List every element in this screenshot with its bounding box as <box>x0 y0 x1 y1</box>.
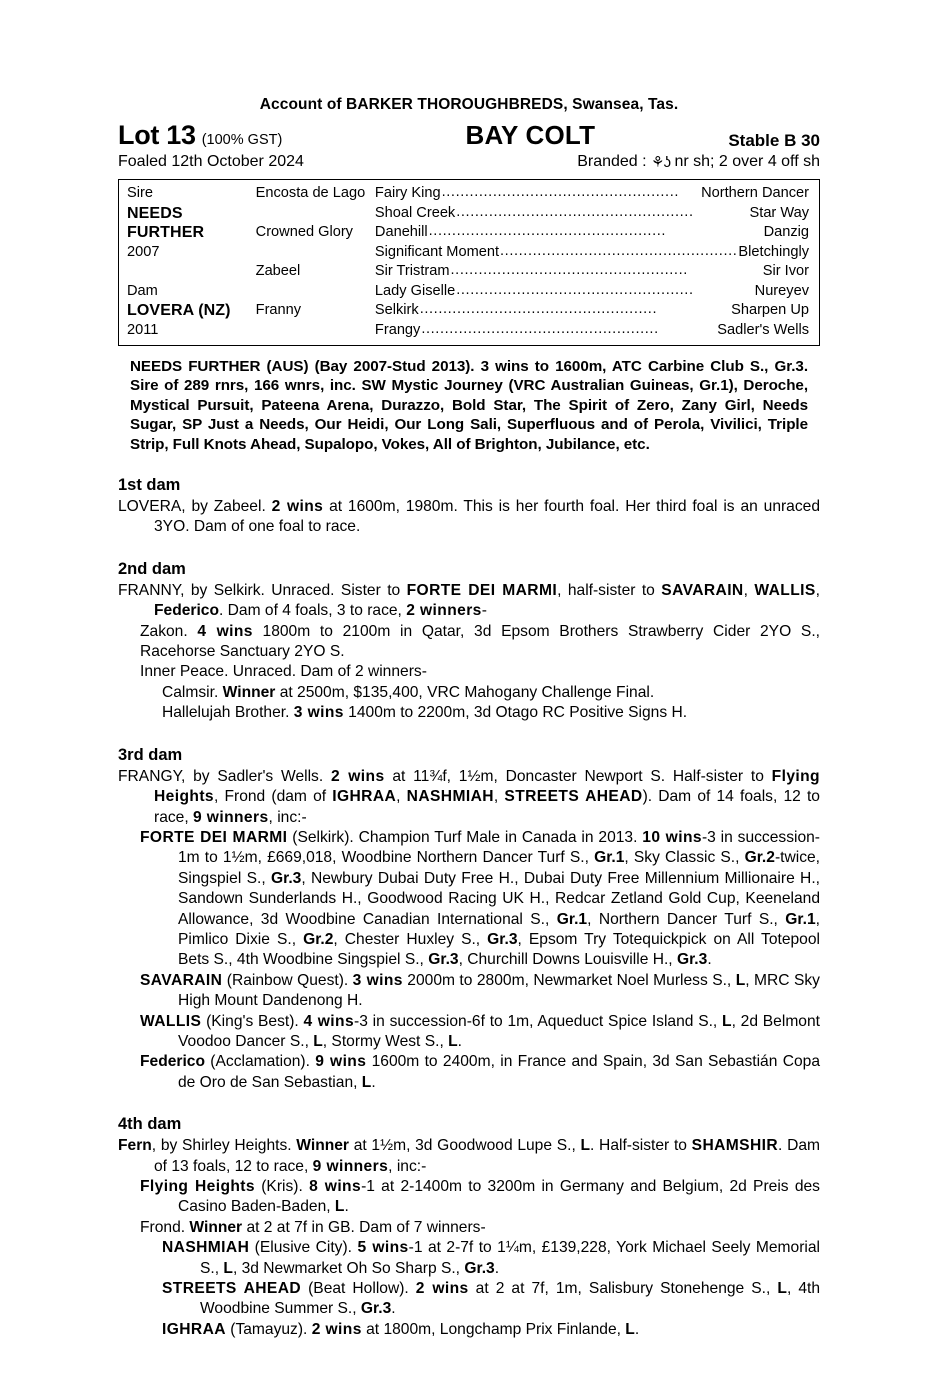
pedigree-table <box>118 179 820 346</box>
pedigree-paragraph: Federico (Acclamation). 9 wins 1600m to 2400m, in France and Spain, 3d San Sebastián Copa de Oro de San Sebastian, L. <box>140 1053 820 1091</box>
gen3-row <box>375 301 809 321</box>
pedigree-paragraph: Hallelujah Brother. 3 wins 1400m to 2200m, 3d Otago RC Positive Signs H. <box>162 704 688 722</box>
stable-number: Stable B 30 <box>728 131 820 150</box>
account-line: Account of BARKER THOROUGHBREDS, Swansea, Tas. <box>259 96 679 113</box>
gst-note: (100% GST) <box>201 132 283 148</box>
gen3-row <box>375 243 809 263</box>
gen3-left: Significant Moment <box>374 243 500 260</box>
lot-number: Lot 13 <box>118 120 196 150</box>
gen3-left: Sir Tristram <box>374 263 450 279</box>
pedigree-paragraph: IGHRAA (Tamayuz). 2 wins at 1800m, Longchamp Prix Finlande, L. <box>162 1320 640 1338</box>
pedigree-paragraph: STREETS AHEAD (Beat Hollow). 2 wins at 2 at 7f, 1m, Salisbury Stonehenge S., L, 4th Woodbine Summer S., Gr.3. <box>162 1280 820 1318</box>
gen3-right: Sadler's Wells <box>717 321 809 338</box>
gen3-left: Lady Giselle <box>374 282 456 299</box>
spacer <box>256 282 375 302</box>
gen3-row <box>375 321 809 341</box>
pedigree-paragraph: Flying Heights (Kris). 8 wins-1 at 2-1400m to 3200m in Germany and Belgium, 2d Preis des Casino Baden-Baden, L. <box>140 1178 820 1216</box>
dam-sections <box>118 476 820 1340</box>
pedigree-paragraph: NASHMIAH (Elusive City). 5 wins-1 at 2-7f to 1¼m, £139,228, York Michael Seely Memorial S., L, 3d Newmarket Oh So Sharp S., Gr.3. <box>162 1239 820 1277</box>
sire-dam: Crowned Glory <box>255 224 353 240</box>
pedigree-paragraph: Zakon. 4 wins 1800m to 2100m in Qatar, 3d Epsom Brothers Strawberry Cider 2YO S., Racehorse Sanctuary 2YO S. <box>140 622 820 661</box>
dot-leader: ................................................... <box>456 203 694 220</box>
brand-symbol-icon: ⚘ʖ <box>651 154 670 171</box>
dot-leader: ................................................... <box>428 223 667 239</box>
spacer <box>256 243 375 263</box>
sire-summary: NEEDS FURTHER (AUS) (Bay 2007-Stud 2013). 3 wins to 1600m, ATC Carbine Club S., Gr.3. Sire of 289 rnrs, 166 wnrs, inc. SW Mystic Journey (VRC Australian Guineas, Gr.1), Deroche, Mystical Pursuit, Pateena Arena, Durazzo, Bold Star, The Spirit of Zero, Zany Girl, Needs Sugar, SP Just a Needs, Our Heidi, Our Long Sali, Superfluous and of Perola, Vivilici, Triple Strip, Full Knots Ahead, Supalopo, Vokes, All of Brighton, Jubilance, etc. <box>130 358 808 453</box>
spacer <box>256 204 375 224</box>
pedigree-col-1 <box>119 184 256 340</box>
pedigree-paragraph: Inner Peace. Unraced. Dam of 2 winners- <box>140 663 427 681</box>
pedigree-paragraph: FRANNY, by Selkirk. Unraced. Sister to FORTE DEI MARMI, half-sister to SAVARAIN, WALLIS, Federico. Dam of 4 foals, 3 to race, 2 winners- <box>118 581 820 620</box>
gen3-row <box>375 223 809 243</box>
gen3-left: Danehill <box>374 224 428 240</box>
spacer <box>127 262 256 282</box>
gen3-row <box>375 204 809 224</box>
colour-sex: BAY COLT <box>465 120 596 150</box>
pedigree-paragraph: Fern, by Shirley Heights. Winner at 1½m, 3d Goodwood Lupe S., L. Half-sister to SHAMSHIR. Dam of 13 foals, 12 to race, 9 winners, inc:- <box>118 1137 820 1175</box>
gen3-right: Star Way <box>749 204 809 221</box>
dam-heading: 4th dam <box>118 1115 182 1134</box>
dam-name: LOVERA (NZ) <box>127 302 231 319</box>
pedigree-col-2 <box>256 184 375 340</box>
lot-block <box>118 120 282 151</box>
pedigree-paragraph: WALLIS (King's Best). 4 wins-3 in succession-6f to 1m, Aqueduct Spice Island S., L, 2d Belmont Voodoo Dancer S., L, Stormy West S., L. <box>140 1012 820 1050</box>
gen3-right: Sharpen Up <box>731 302 809 318</box>
pedigree-col-3 <box>375 184 819 340</box>
dot-leader: ................................................... <box>500 242 738 259</box>
dot-leader: ................................................... <box>450 262 688 278</box>
pedigree-paragraph: FRANGY, by Sadler's Wells. 2 wins at 11¾f, 1½m, Doncaster Newport S. Half-sister to Flying Heights, Frond (dam of IGHRAA, NASHMIAH, STREETS AHEAD). Dam of 14 foals, 12 to race, 9 winners, inc:- <box>118 767 820 826</box>
pedigree-paragraph: SAVARAIN (Rainbow Quest). 3 wins 2000m to 2800m, Newmarket Noel Murless S., L, MRC Sky High Mount Dandenong H. <box>140 971 820 1010</box>
pedigree-paragraph: LOVERA, by Zabeel. 2 wins at 1600m, 1980m. This is her fourth foal. Her third foal is an unraced 3YO. Dam of one foal to race. <box>118 498 820 536</box>
branded-text: nr sh; 2 over 4 off sh <box>674 153 820 170</box>
lot-title-row <box>118 120 820 151</box>
sire-year: 2007 <box>127 243 160 260</box>
gen3-left: Frangy <box>374 321 421 338</box>
dam-heading: 2nd dam <box>118 559 186 578</box>
gen3-right: Bletchingly <box>738 243 809 260</box>
sire-name: NEEDS FURTHER <box>127 204 205 241</box>
pedigree-paragraph: Frond. Winner at 2 at 7f in GB. Dam of 7 winners- <box>140 1218 486 1236</box>
gen3-left: Fairy King <box>374 185 441 201</box>
gen3-left: Selkirk <box>374 302 419 318</box>
pedigree-paragraph: FORTE DEI MARMI (Selkirk). Champion Turf Male in Canada in 2013. 10 wins-3 in succession-1m to 1½m, £669,018, Woodbine Northern Dancer Turf S., Gr.1, Sky Classic S., Gr.2-twice, Singspiel S., Gr.3, Newbury Dubai Duty Free H., Dubai Duty Free Millennium Millionaire H., Sandown Sunderlands H., Goodwood Racing UK H., Redcar Zetland Gold Cup, Keeneland Allowance, 3d Woodbine Canadian International S., Gr.1, Northern Dancer Turf S., Gr.1, Pimlico Dixie S., Gr.2, Chester Huxley S., Gr.3, Epsom Try Totequickpick on All Totepool Bets S., 4th Woodbine Singspiel S., Gr.3, Churchill Downs Louisville H., Gr.3. <box>140 828 821 969</box>
dam-year: 2011 <box>127 321 159 338</box>
gen3-row <box>375 282 809 302</box>
dam-heading: 1st dam <box>118 476 181 495</box>
branded-label: Branded : <box>577 153 647 170</box>
gen3-right: Northern Dancer <box>701 185 809 201</box>
dot-leader: ................................................... <box>456 281 694 298</box>
sire-sire: Encosta de Lago <box>255 185 366 201</box>
dam-sire: Zabeel <box>255 263 301 279</box>
dot-leader: ................................................... <box>421 320 659 337</box>
gen3-row <box>375 262 809 282</box>
gen3-left: Shoal Creek <box>374 204 456 221</box>
dot-leader: ................................................... <box>441 184 680 200</box>
sire-label: Sire <box>127 185 153 201</box>
foaled-branded-row <box>118 153 820 171</box>
branded-info <box>577 153 820 171</box>
dam-dam: Franny <box>255 302 302 318</box>
dot-leader: ................................................... <box>419 301 658 317</box>
pedigree-paragraph: Calmsir. Winner at 2500m, $135,400, VRC Mahogany Challenge Final. <box>162 683 655 701</box>
dam-label: Dam <box>127 282 158 299</box>
gen3-right: Sir Ivor <box>762 263 809 279</box>
gen3-right: Nureyev <box>754 282 809 299</box>
dam-heading: 3rd dam <box>118 745 183 764</box>
gen3-row <box>375 184 809 204</box>
gen3-right: Danzig <box>763 224 809 240</box>
foaled-date: Foaled 12th October 2024 <box>118 153 304 170</box>
